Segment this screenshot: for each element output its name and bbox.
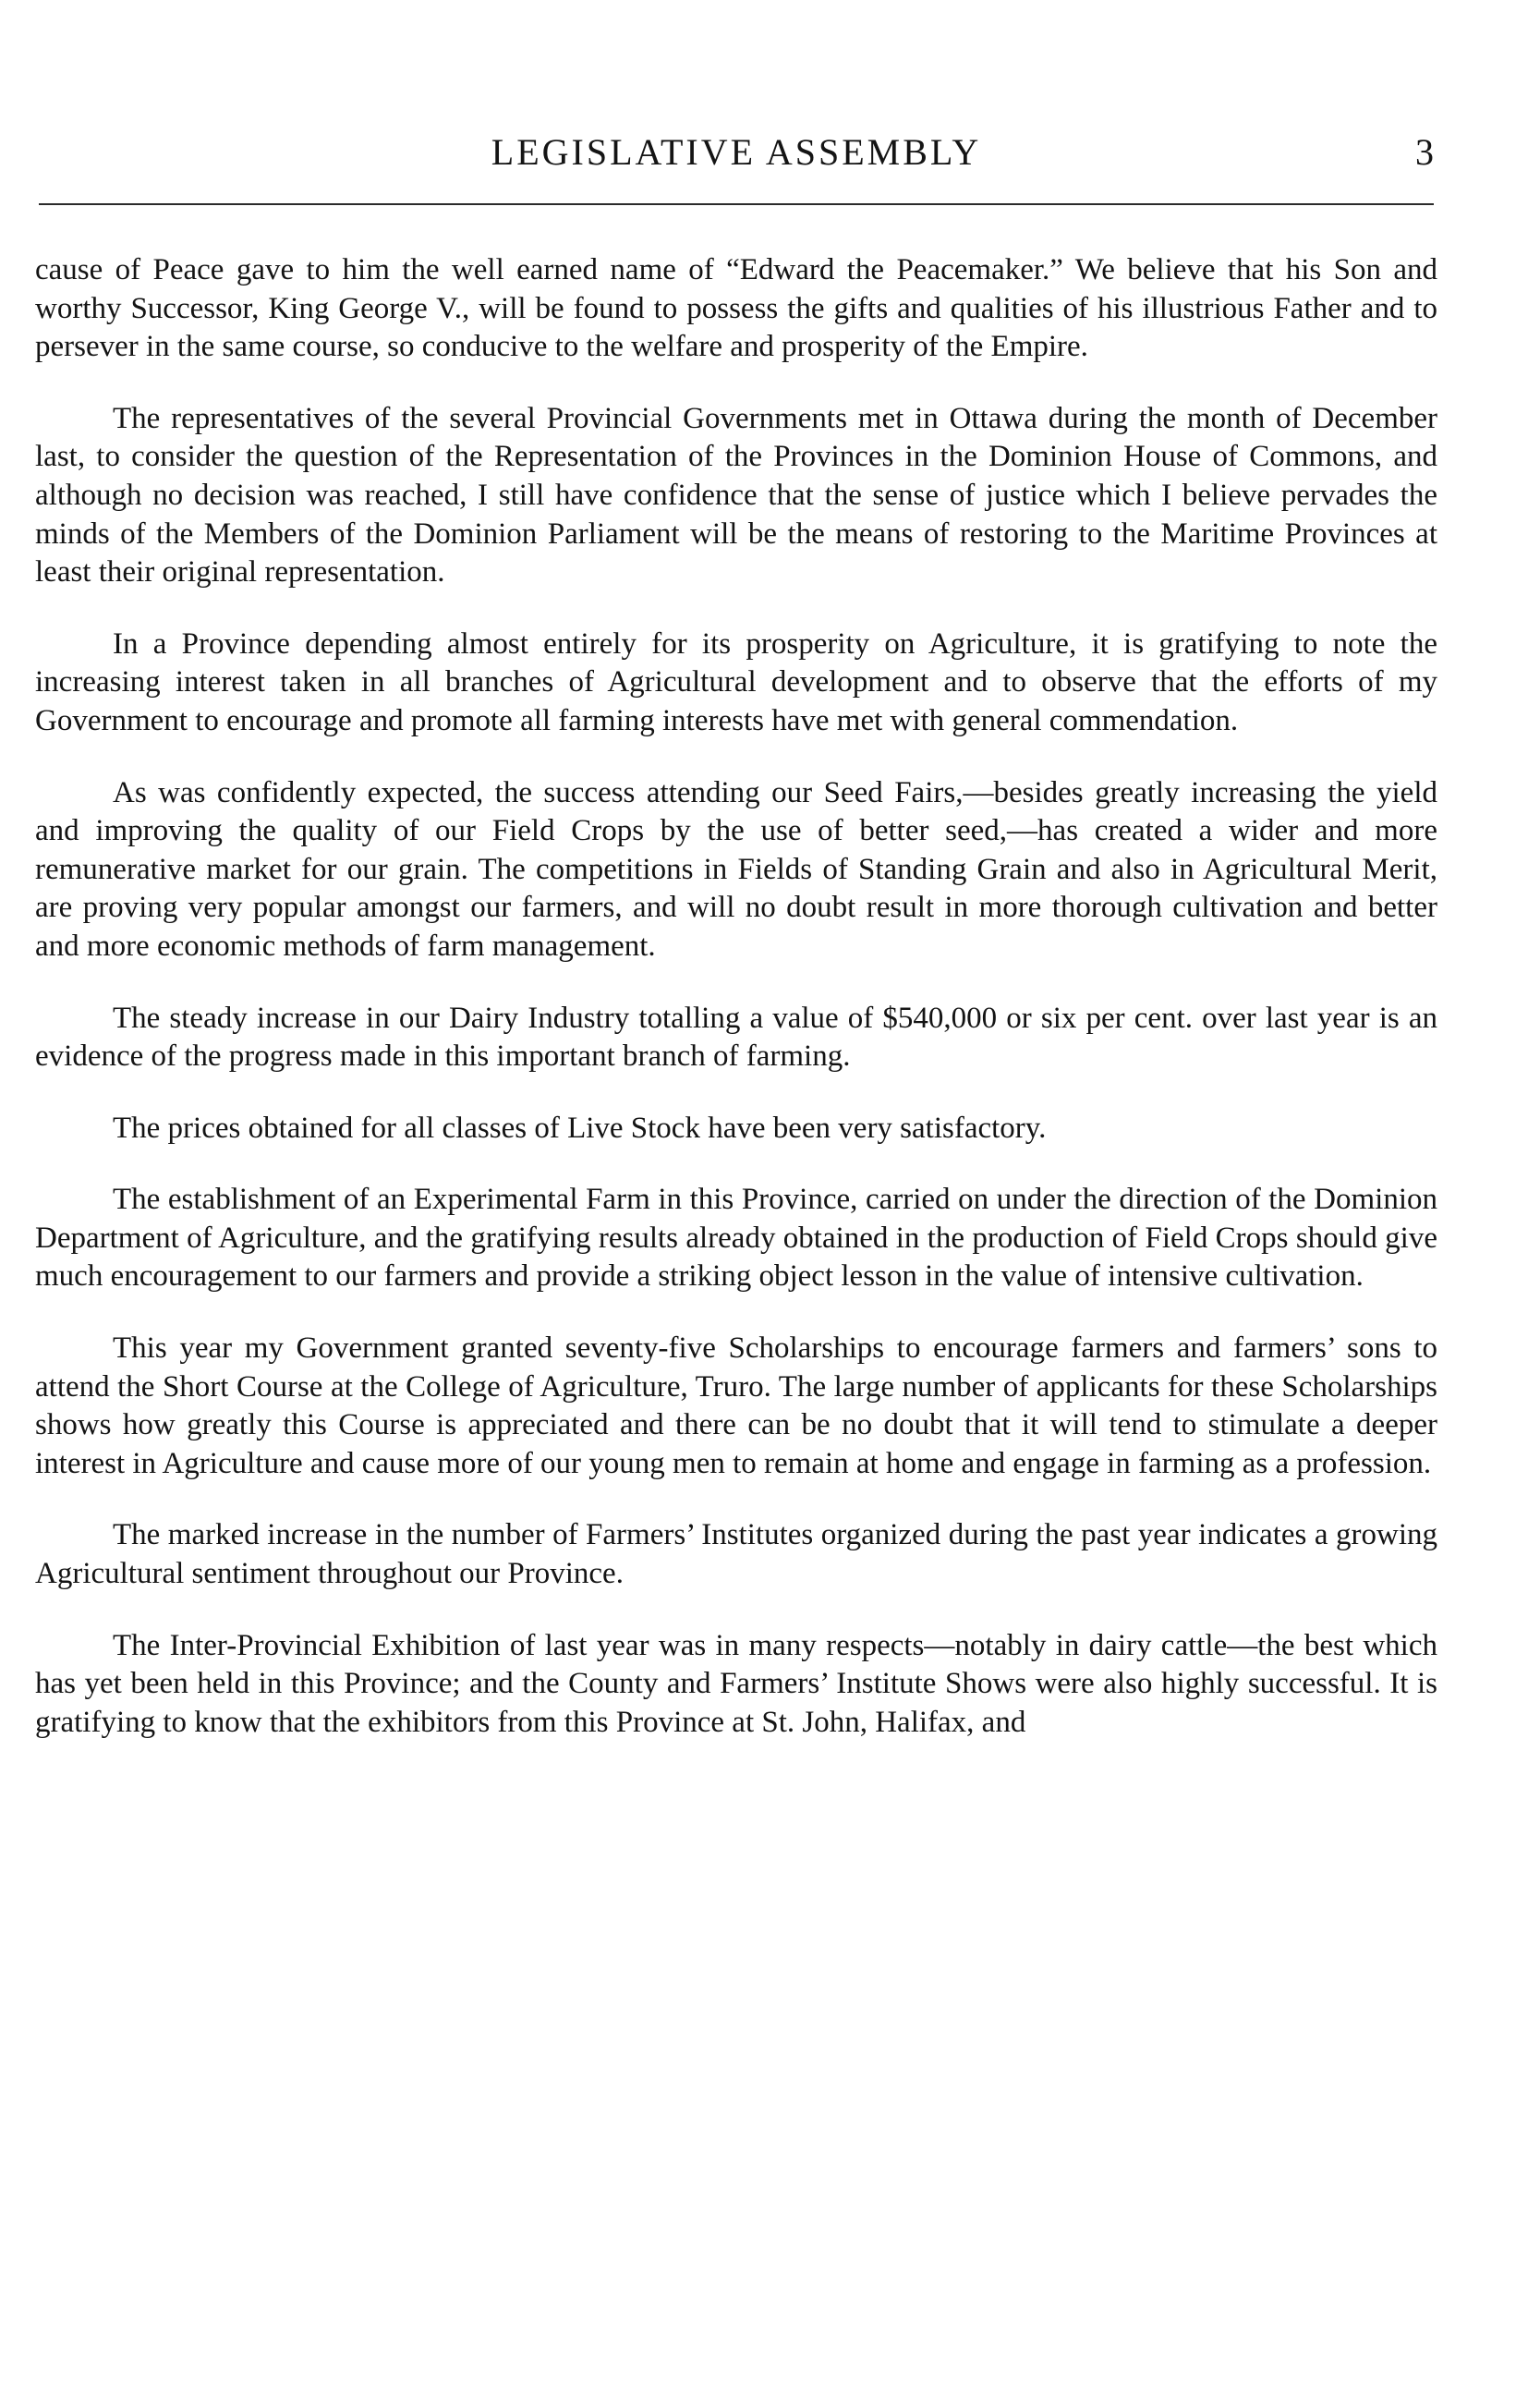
paragraph: The steady increase in our Dairy Industry totalling a value of $540,000 or six per cent. over last year is an evidence of the progress made in this important branch of farming. [35,1001,1437,1074]
page-header [39,129,1434,185]
paragraph: The Inter-Provincial Exhibition of last year was in many respects—notably in dairy cattle—the best which has yet been held in this Province; and the County and Farmers’ Institute Shows were also highly successful. It is gratifying to know that the exhibitors from this Province at St. John, Halifax, and [35,1628,1437,1739]
paragraph: In a Province depending almost entirely for its prosperity on Agriculture, it is gratifying to note the increasing interest taken in all branches of Agricultural development and to observe that the efforts of my Government to encourage and promote all farming interests have met with general commendation. [35,626,1437,737]
paragraph: The marked increase in the number of Farmers’ Institutes organized during the past year indicates a growing Agricultural sentiment throughout our Province. [35,1518,1437,1591]
paragraph: This year my Government granted seventy-five Scholarships to encourage farmers and farmers’ sons to attend the Short Course at the College of Agriculture, Truro. The large number of applicants for these Scholarships shows how greatly this Course is appreciated and there can be no doubt that it will tend to stimulate a deeper interest in Agriculture and cause more of our young men to remain at home and engage in farming as a profession. [35,1331,1437,1480]
paragraph: The prices obtained for all classes of Live Stock have been very satisfactory. [113,1111,1047,1145]
paragraph: As was confidently expected, the success attending our Seed Fairs,—besides greatly increasing the yield and improving the quality of our Field Crops by the use of better seed,—has created a wider and more remunerative market for our grain. The competitions in Fields of Standing Grain and also in Agricultural Merit, are proving very popular amongst our farmers, and will no doubt result in more thorough cultivation and better and more economic methods of farm management. [35,775,1437,963]
paragraph: The establishment of an Experimental Farm in this Province, carried on under the direction of the Dominion Department of Agriculture, and the gratifying results already obtained in the production of Field Crops should give much encouragement to our farmers and provide a striking object lesson in the value of intensive cultivation. [35,1183,1437,1294]
paragraph: cause of Peace gave to him the well earned name of “Edward the Peacemaker.” We believe that his Son and worthy Successor, King George V., will be found to possess the gifts and qualities of his illustrious Father and to persever in the same course, so conducive to the welfare and prosperity of the Empire. [35,253,1437,364]
paragraph: The representatives of the several Provincial Governments met in Ottawa during the month of December last, to consider the question of the Representation of the Provinces in the Dominion House of Commons, and although no decision was reached, I still have confidence that the sense of justice which I believe pervades the minds of the Members of the Dominion Parliament will be the means of restoring to the Maritime Provinces at least their original representation. [35,401,1437,590]
running-head: LEGISLATIVE ASSEMBLY [491,131,982,173]
page-number: 3 [1415,131,1434,173]
header-rule [39,203,1434,205]
body-text [35,251,1437,1742]
